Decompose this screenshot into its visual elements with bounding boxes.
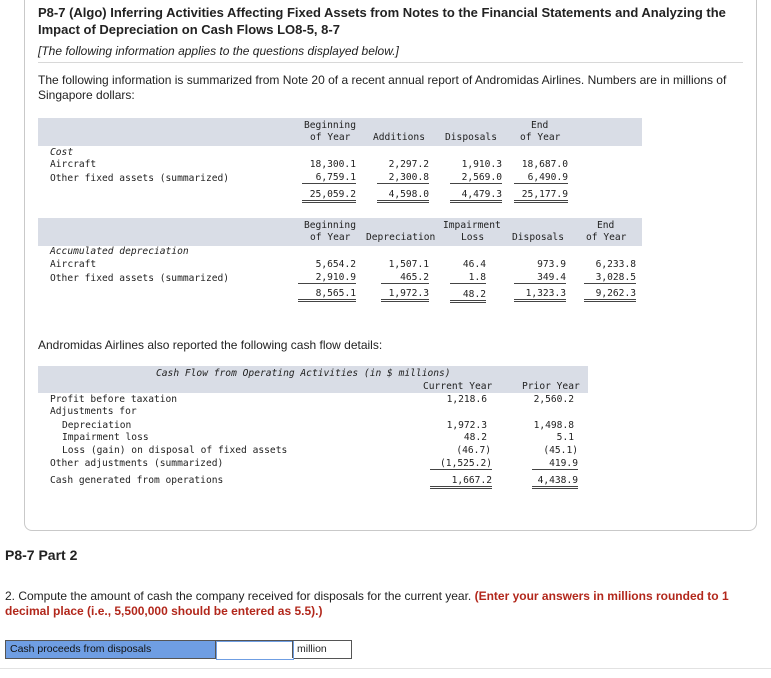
cell: 1,218.6 — [446, 394, 487, 405]
row-label: Depreciation — [62, 420, 132, 431]
total-cell: 1,667.2 — [430, 475, 492, 489]
col-disposals: Disposals — [445, 132, 497, 143]
cell: 6,490.9 — [514, 172, 568, 184]
intro-text: The following information is summarized from Note 20 of a recent annual report of Andromidas Airlines. Numbers are in millions of Singapore dollars: — [38, 73, 727, 102]
col-end: of Year — [586, 232, 627, 243]
total-cell: 1,323.3 — [514, 288, 566, 302]
question: 2. Compute the amount of cash the company received for disposals for the current year. — [5, 589, 472, 603]
row-label: Loss (gain) on disposal of fixed assets — [62, 445, 288, 456]
answer-label: Cash proceeds from disposals — [6, 641, 216, 658]
divider — [0, 668, 771, 669]
cell: 18,687.0 — [521, 159, 568, 170]
cell: (46.7) — [456, 445, 491, 456]
cost-table — [38, 118, 642, 208]
total-cell: 9,262.3 — [584, 288, 636, 302]
total-cell: 4,479.3 — [450, 189, 502, 203]
total-cell: 25,177.9 — [514, 189, 568, 203]
cell: 1,972.3 — [446, 420, 487, 431]
part-title: P8-7 Part 2 — [5, 547, 78, 563]
section-label: Cost — [50, 147, 74, 158]
cash-flow-title-text: Cash Flow from Operating Activities (in $ millions) — [156, 368, 451, 379]
total-cell: 48.2 — [450, 289, 486, 303]
row-label: Other fixed assets (summarized) — [50, 173, 230, 184]
col-disposals: Disposals — [512, 232, 564, 243]
problem-title: P8-7 (Algo) Inferring Activities Affecting Fixed Assets from Notes to the Financial Statements and Analyzing the Impact of Depreciation on Cash Flows LO8-5, 8-7 — [38, 5, 726, 37]
col-impairment: Loss — [461, 232, 485, 243]
col-beginning: of Year — [310, 232, 351, 243]
cell: (1,525.2) — [430, 458, 492, 470]
cell: 6,759.1 — [302, 172, 356, 184]
answer-row — [5, 640, 352, 659]
cell: 2,910.9 — [298, 272, 356, 284]
cell: 465.2 — [381, 272, 429, 284]
applies-note: [The following information applies to the questions displayed below.] — [38, 44, 399, 58]
col-current-year: Current Year — [423, 381, 493, 392]
cell: 2,560.2 — [533, 394, 574, 405]
total-cell: 4,438.9 — [532, 475, 578, 489]
col-beginning: Beginning — [304, 220, 356, 231]
total-cell: 1,972.3 — [381, 288, 429, 302]
cell: 419.9 — [532, 458, 578, 470]
row-label: Other fixed assets (summarized) — [50, 273, 230, 284]
cell: 1,498.8 — [533, 420, 574, 431]
answer-unit: million — [292, 641, 327, 658]
question-text — [5, 589, 765, 619]
cell: 18,300.1 — [309, 159, 356, 170]
cash-flow-table — [38, 366, 588, 496]
cell: 48.2 — [463, 432, 487, 443]
col-end: End — [597, 220, 615, 231]
cell: 1,507.1 — [388, 259, 429, 270]
cash-proceeds-input[interactable] — [216, 641, 294, 660]
divider — [38, 62, 743, 63]
cell: 2,300.8 — [377, 172, 429, 184]
cell: 349.4 — [514, 272, 566, 284]
col-prior-year: Prior Year — [522, 381, 580, 392]
cell: 46.4 — [462, 259, 486, 270]
cell: 2,569.0 — [450, 172, 502, 184]
row-label: Adjustments for — [50, 406, 137, 417]
row-label: Impairment loss — [62, 432, 149, 443]
cell: (45.1) — [543, 445, 578, 456]
cell: 5,654.2 — [315, 259, 356, 270]
col-depreciation: Depreciation — [366, 232, 436, 243]
total-cell: 25,059.2 — [302, 189, 356, 203]
cell: 1.8 — [450, 272, 486, 284]
col-additions: Additions — [373, 132, 425, 143]
cell: 3,028.5 — [584, 272, 636, 284]
cash-flow-intro: Andromidas Airlines also reported the following cash flow details: — [38, 338, 383, 352]
col-end: End — [531, 120, 549, 131]
col-beginning: Beginning — [304, 120, 356, 131]
cash-flow-title — [156, 368, 451, 379]
cell: 5.1 — [556, 432, 574, 443]
row-label: Profit before taxation — [50, 394, 178, 405]
section-label: Accumulated depreciation — [50, 246, 189, 257]
total-cell: 4,598.0 — [377, 189, 429, 203]
total-cell: 8,565.1 — [298, 288, 356, 302]
cell: 6,233.8 — [595, 259, 636, 270]
other-adjustments-label: Other adjustments (summarized) — [50, 458, 224, 469]
cell: 1,910.3 — [461, 159, 502, 170]
col-impairment: Impairment — [443, 220, 501, 231]
row-label: Cash generated from operations — [50, 475, 224, 486]
row-label: Aircraft — [50, 259, 97, 270]
col-beginning: of Year — [310, 132, 351, 143]
col-end: of Year — [520, 132, 561, 143]
row-label — [50, 458, 223, 469]
row-label: Aircraft — [50, 159, 97, 170]
cell: 2,297.2 — [388, 159, 429, 170]
instruction: (Enter your answers in millions rounded to 1 decimal place (i.e., 5,500,000 should be entered as 5.5).) — [5, 589, 729, 618]
cell: 973.9 — [537, 259, 566, 270]
depreciation-table — [38, 218, 642, 308]
